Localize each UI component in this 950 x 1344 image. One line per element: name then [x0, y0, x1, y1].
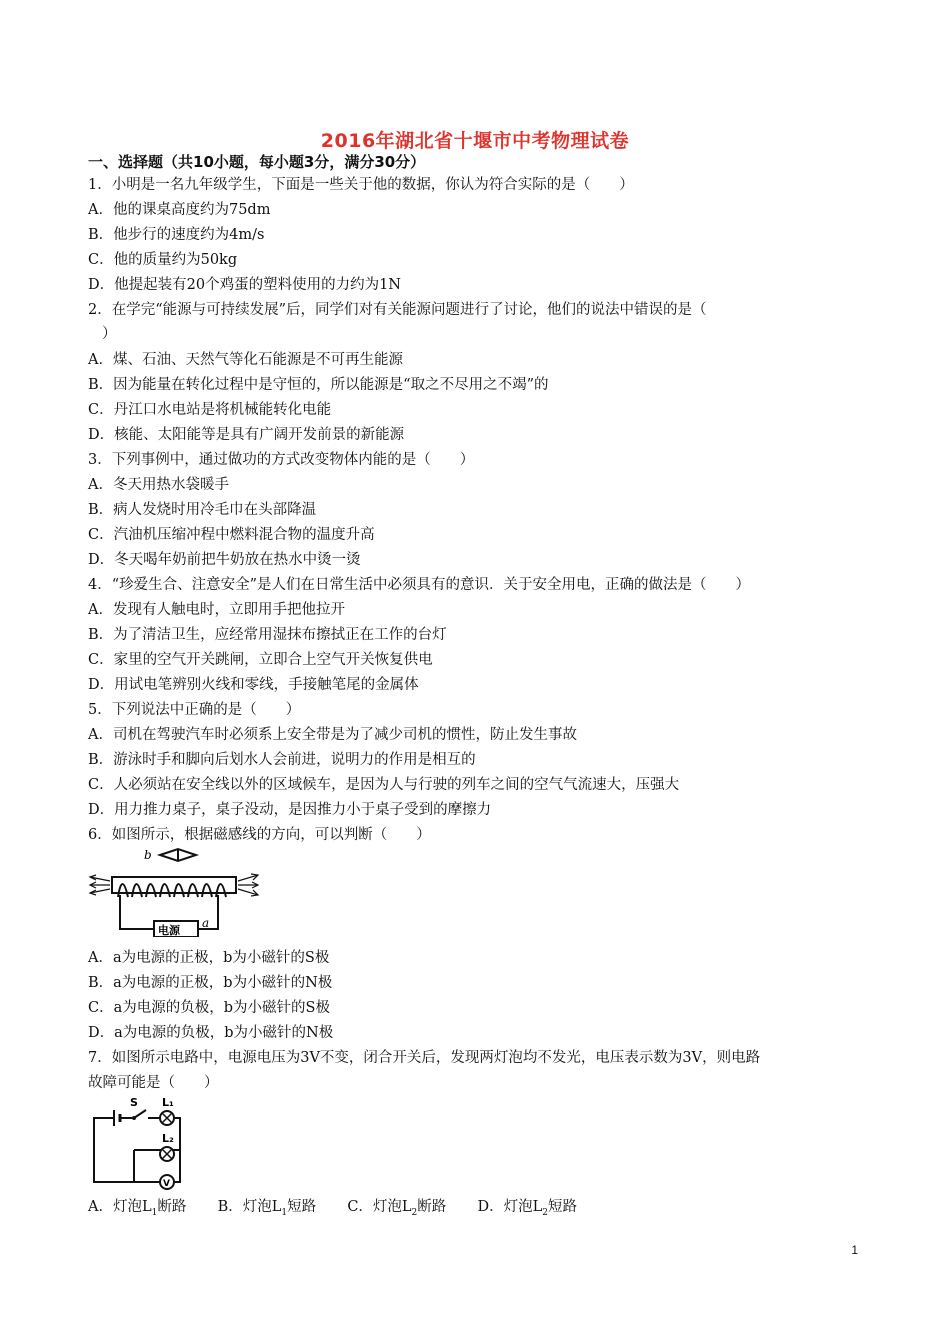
- question-6-option-b: B．a为电源的正极，b为小磁针的N极: [88, 975, 333, 991]
- question-4-option-d: D．用试电笔辨别火线和零线，手接触笔尾的金属体: [88, 677, 419, 693]
- question-7-option-a: A．灯泡$L_1$断路: [88, 1199, 187, 1218]
- question-1-option-a: A．他的课桌高度约为75dm: [88, 202, 271, 218]
- lamp-l1-label: L₁: [162, 1096, 174, 1109]
- question-4-option-b: B．为了清洁卫生，应经常用湿抹布擦拭正在工作的台灯: [88, 627, 447, 643]
- question-4-stem: 4．“珍爱生合、注意安全”是人们在日常生活中必须具有的意识．关于安全用电，正确的做法是（ ）: [88, 577, 751, 593]
- question-3-option-b: B．病人发烧时用冷毛巾在头部降温: [88, 502, 317, 518]
- question-5-stem: 5．下列说法中正确的是（ ）: [88, 702, 301, 718]
- coil-windings: [118, 884, 226, 897]
- page-number: 1: [851, 1243, 858, 1257]
- solenoid-figure: [88, 845, 260, 937]
- question-5-option-a: A．司机在驾驶汽车时必须系上安全带是为了减少司机的惯性，防止发生事故: [88, 727, 577, 743]
- question-3-option-d: D．冬天喝年奶前把牛奶放在热水中烫一烫: [88, 552, 361, 568]
- voltmeter-label: V: [163, 1179, 170, 1189]
- question-6-option-a: A．a为电源的正极，b为小磁针的S极: [88, 950, 330, 966]
- question-4-option-c: C．家里的空气开关跳闸，立即合上空气开关恢复供电: [88, 652, 433, 668]
- question-5-option-b: B．游泳时手和脚向后划水人会前进，说明力的作用是相互的: [88, 752, 476, 768]
- page-title: 2016年湖北省十堰市中考物理试卷: [320, 130, 630, 152]
- question-6-option-c: C．a为电源的负极，b为小磁针的S极: [88, 1000, 330, 1016]
- question-1-option-c: C．他的质量约为50kg: [88, 252, 238, 268]
- question-7-option-d: D．灯泡$L_2$短路: [477, 1199, 577, 1218]
- question-2-option-c: C．丹江口水电站是将机械能转化电能: [88, 402, 332, 418]
- terminal-label-a: a: [202, 916, 210, 930]
- question-2-stem: 2．在学完“能源与可持续发展”后，同学们对有关能源问题进行了讨论，他们的说法中错误的是（: [88, 302, 707, 318]
- question-3-option-c: C．汽油机压缩冲程中燃料混合物的温度升高: [88, 527, 375, 543]
- question-7-stem: 7．如图所示电路中，电源电压为3V不变，闭合开关后，发现两灯泡均不发光，电压表示数为3V，则电路: [88, 1050, 761, 1066]
- question-5-option-d: D．用力推力桌子，桌子没动，是因推力小于桌子受到的摩擦力: [88, 802, 492, 818]
- lamp-l2-label: L₂: [162, 1132, 174, 1145]
- question-2-option-b: B．因为能量在转化过程中是守恒的，所以能源是“取之不尽用之不竭”的: [88, 377, 549, 393]
- circuit-figure: [88, 1094, 200, 1190]
- field-lines-right: [238, 874, 258, 896]
- question-1-stem: 1．小明是一名九年级学生，下面是一些关于他的数据，你认为符合实际的是（ ）: [88, 177, 634, 193]
- question-2-option-d: D．核能、太阳能等是具有广阔开发前景的新能源: [88, 427, 405, 443]
- power-source-label: 电源: [158, 924, 180, 937]
- question-2-option-a: A．煤、石油、天然气等化石能源是不可再生能源: [88, 352, 403, 368]
- question-2-stem-end: ）: [102, 326, 117, 342]
- question-7-stem-cont: 故障可能是（ ）: [88, 1075, 219, 1091]
- needle-label-b: b: [144, 848, 152, 862]
- question-6-option-d: D．a为电源的负极，b为小磁针的N极: [88, 1025, 334, 1041]
- question-7-option-c: C．灯泡$L_2$断路: [347, 1199, 447, 1218]
- question-6-stem: 6．如图所示，根据磁感线的方向，可以判断（ ）: [88, 827, 431, 843]
- field-lines-left: [90, 875, 110, 895]
- question-7-option-b: B．灯泡$L_1$短路: [217, 1199, 317, 1218]
- question-5-option-c: C．人必须站在安全线以外的区域候车，是因为人与行驶的列车之间的空气气流速大，压强大: [88, 777, 680, 793]
- section-heading: 一、选择题（共10小题，每小题3分，满分30分）: [88, 153, 426, 171]
- switch-label: S: [130, 1096, 138, 1109]
- question-4-option-a: A．发现有人触电时，立即用手把他拉开: [88, 602, 345, 618]
- switch-lever: [134, 1110, 146, 1118]
- question-3-stem: 3．下列事例中，通过做功的方式改变物体内能的是（ ）: [88, 452, 475, 468]
- circuit-wire: [120, 895, 154, 929]
- question-7-options: [88, 1197, 577, 1223]
- question-1-option-b: B．他步行的速度约为4m/s: [88, 227, 265, 243]
- question-1-option-d: D．他提起装有20个鸡蛋的塑料使用的力约为1N: [88, 277, 401, 293]
- question-3-option-a: A．冬天用热水袋暖手: [88, 477, 229, 493]
